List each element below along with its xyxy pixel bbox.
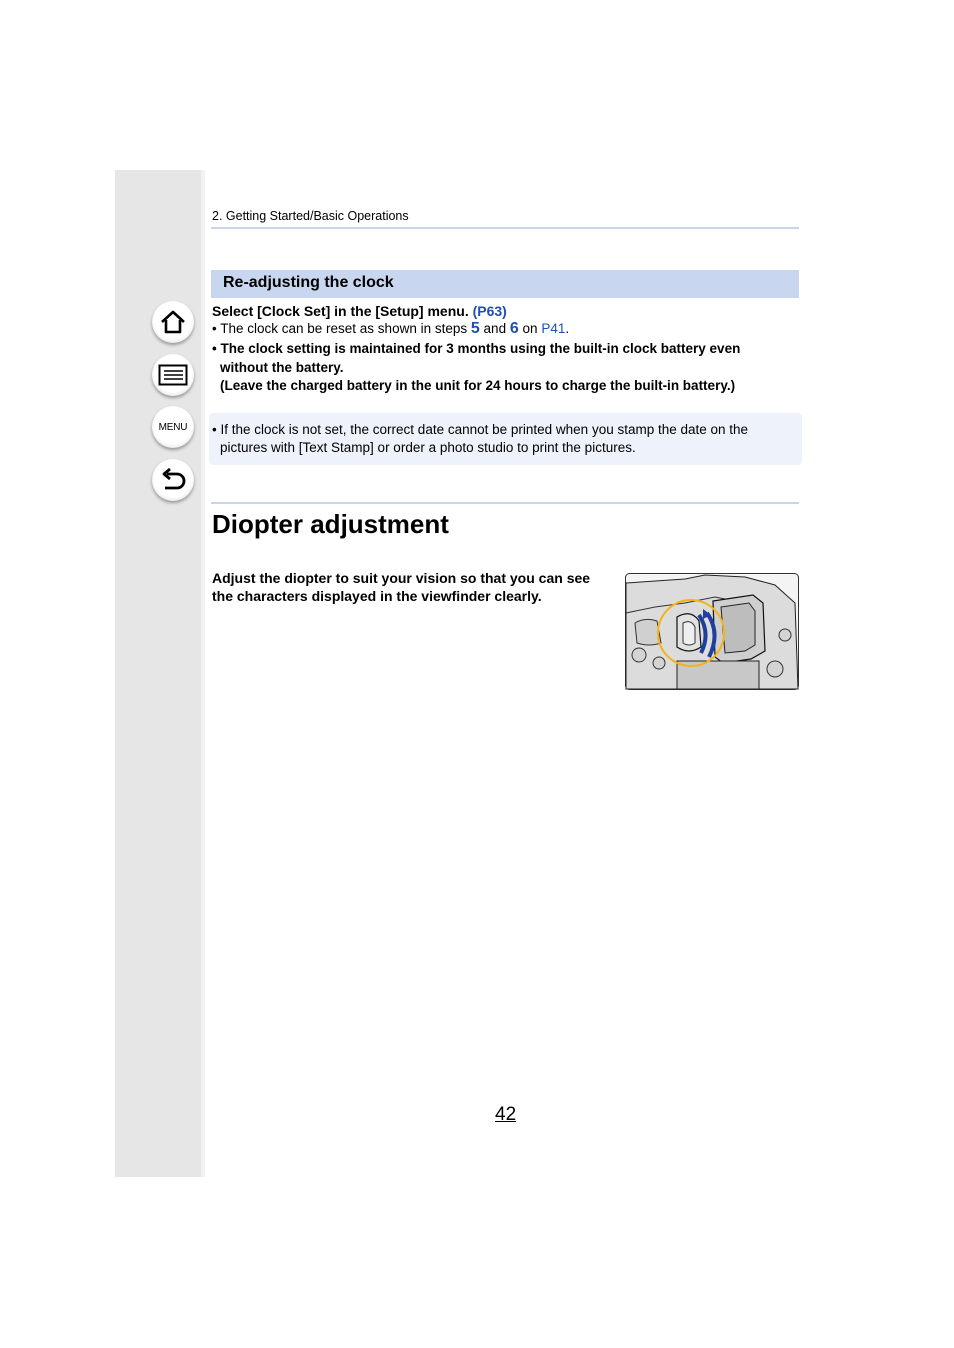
- sidebar-edge: [201, 170, 205, 1177]
- diopter-instruction: [212, 569, 590, 605]
- battery-note-line: • The clock setting is maintained for 3 months using the built-in clock battery even: [212, 341, 741, 356]
- info-note-box: [209, 413, 802, 465]
- section-title: Re-adjusting the clock: [223, 274, 394, 291]
- contents-list-icon: [158, 364, 188, 386]
- heading-divider: [211, 502, 799, 504]
- step-number-5: 5: [470, 320, 480, 337]
- instruction-line: the characters displayed in the viewfinder clearly.: [212, 588, 542, 604]
- bullet-text: • The clock can be reset as shown in steps: [212, 321, 468, 336]
- battery-note-line: (Leave the charged battery in the unit for 24 hours to charge the built-in battery.): [220, 378, 736, 393]
- battery-note: [212, 340, 740, 396]
- menu-icon: MENU: [158, 421, 188, 433]
- step-text: Select [Clock Set] in the [Setup] menu.: [212, 303, 469, 319]
- header-divider: [211, 227, 799, 229]
- page-link-p41[interactable]: P41: [541, 321, 566, 336]
- page-heading: Diopter adjustment: [212, 509, 449, 539]
- section-header: [211, 270, 799, 298]
- diopter-dial-illustration: [625, 573, 799, 690]
- step-number-6: 6: [509, 320, 519, 337]
- home-icon: [159, 309, 187, 335]
- battery-note-line: without the battery.: [220, 359, 344, 375]
- bullet-on: on: [522, 321, 538, 336]
- back-icon: [159, 467, 187, 493]
- home-button[interactable]: [152, 301, 194, 343]
- menu-button[interactable]: [152, 406, 194, 448]
- back-button[interactable]: [152, 459, 194, 501]
- breadcrumb: 2. Getting Started/Basic Operations: [212, 209, 409, 223]
- bullet-clock-reset: [212, 320, 569, 338]
- contents-button[interactable]: [152, 354, 194, 396]
- info-note-line: pictures with [Text Stamp] or order a photo studio to print the pictures.: [220, 440, 636, 455]
- info-note-text: [212, 421, 748, 457]
- step-instruction: [212, 303, 507, 319]
- page-number: 42: [495, 1104, 517, 1125]
- info-note-line: • If the clock is not set, the correct date cannot be printed when you stamp the date on the: [212, 422, 749, 437]
- bullet-suffix: .: [565, 321, 570, 336]
- instruction-line: Adjust the diopter to suit your vision so that you can see: [212, 570, 591, 586]
- step-link-p63[interactable]: (P63): [472, 303, 507, 319]
- bullet-and: and: [483, 321, 507, 336]
